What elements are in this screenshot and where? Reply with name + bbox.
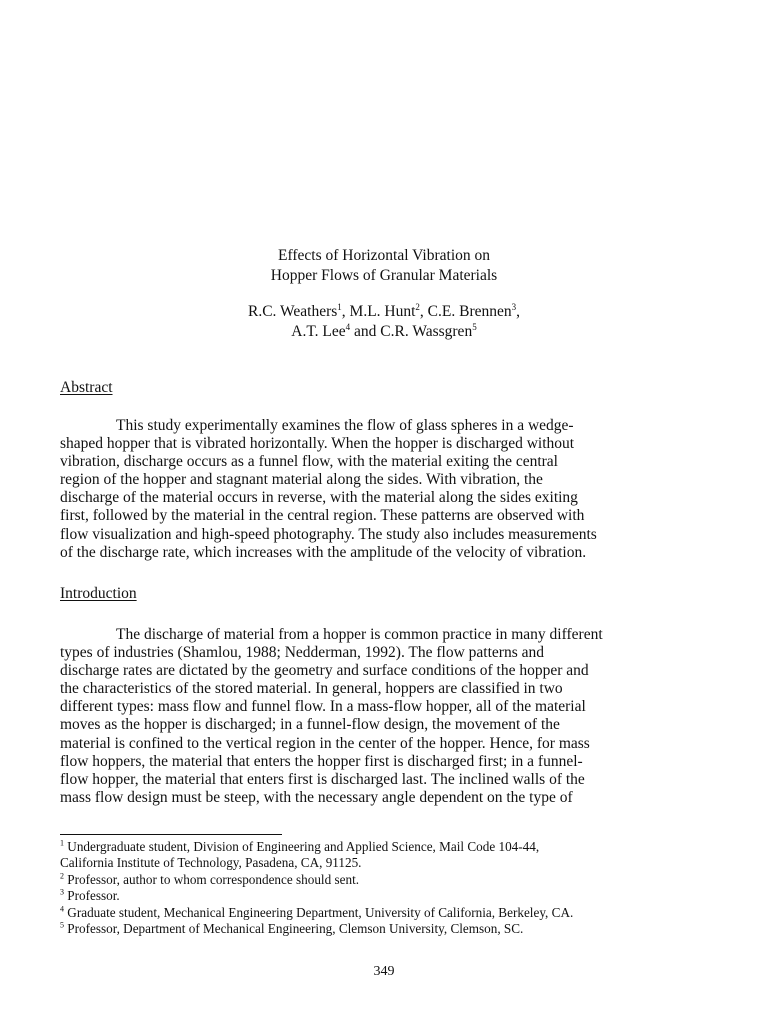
abstract-heading: Abstract	[60, 379, 113, 396]
text-line: of the discharge rate, which increases with the amplitude of the velocity of vibration.	[60, 543, 587, 561]
text-line: The discharge of material from a hopper is common practice in many different	[116, 626, 603, 643]
footnote-mark: 1	[60, 838, 64, 848]
author-footnote-mark: 3	[511, 301, 517, 312]
footnote	[60, 888, 720, 904]
footnote-mark: 3	[60, 887, 64, 897]
author-footnote-mark: 2	[415, 301, 420, 312]
author-name: A.T. Lee	[291, 323, 346, 340]
text-line: first, followed by the material in the central region. These patterns are observed with	[60, 507, 585, 525]
author-footnote-mark: 4	[345, 321, 351, 332]
text-line: mass flow design must be steep, with the necessary angle dependent on the type of	[60, 788, 573, 806]
authors-line-1: R.C. Weathers$^1$, M.L. Hunt$^2$, C.E. Brennen$^3$,	[247, 301, 520, 320]
text-line: different types: mass flow and funnel flow. In a mass-flow hopper, all of the material	[60, 698, 586, 716]
text-line: types of industries (Shamlou, 1988; Nedderman, 1992). The flow patterns and	[60, 644, 544, 662]
text-line: moves as the hopper is discharged; in a funnel-flow design, the movement of the	[60, 716, 560, 734]
footnote-mark: 4	[60, 904, 64, 914]
text-line: flow hopper, the material that enters first is discharged last. The inclined walls of the	[60, 770, 585, 788]
footnote-mark: 5	[60, 920, 64, 930]
footnote	[60, 905, 720, 921]
footnote	[60, 872, 720, 888]
author-name: C.R. Wassgren	[380, 323, 473, 340]
text-line: material is confined to the vertical region in the center of the hopper. Hence, for mass	[60, 734, 590, 752]
author-list	[0, 302, 768, 342]
text-line: flow hoppers, the material that enters the hopper first is discharged first; in a funnel-	[60, 752, 583, 770]
footnote-text: Graduate student, Mechanical Engineering Department, University of California, Berkeley, CA.	[67, 904, 574, 920]
author-name: R.C. Weathers	[247, 303, 338, 320]
title-line-1: Effects of Horizontal Vibration on	[278, 247, 490, 264]
abstract-paragraph	[60, 417, 700, 562]
footnote	[60, 921, 720, 937]
footnotes	[60, 839, 720, 937]
paper-title	[0, 246, 768, 286]
introduction-heading: Introduction	[60, 585, 137, 602]
title-line-2: Hopper Flows of Granular Materials	[270, 267, 498, 284]
footnote-text: Professor.	[67, 888, 120, 904]
author-footnote-mark: 1	[337, 301, 342, 312]
authors-line-2	[0, 322, 768, 342]
footnote	[60, 855, 720, 871]
text-line: flow visualization and high-speed photography. The study also includes measurements	[60, 525, 597, 543]
text-line: shaped hopper that is vibrated horizontally. When the hopper is discharged without	[60, 435, 575, 453]
footnote-divider	[60, 834, 282, 835]
author-footnote-mark: 5	[472, 321, 477, 332]
footnote	[60, 839, 720, 855]
page-number: 349	[373, 964, 395, 979]
introduction-paragraph	[60, 626, 700, 807]
footnote-text: Professor, author to whom correspondence should sent.	[67, 871, 360, 887]
footnote-text: Undergraduate student, Division of Engineering and Applied Science, Mail Code 104-44,	[67, 839, 540, 854]
footnote-mark: 2	[60, 871, 64, 881]
text-line: vibration, discharge occurs as a funnel flow, with the material exiting the central	[60, 453, 558, 471]
text-line: discharge rates are dictated by the geometry and surface conditions of the hopper and	[60, 662, 589, 680]
author-conjunction: and	[354, 323, 377, 340]
footnote-text: Professor, Department of Mechanical Engineering, Clemson University, Clemson, SC.	[67, 921, 524, 937]
text-line: This study experimentally examines the flow of glass spheres in a wedge-	[116, 417, 574, 434]
footnote-text: California Institute of Technology, Pasadena, CA, 91125.	[60, 855, 362, 871]
author-name: M.L. Hunt	[349, 303, 416, 320]
text-line: discharge of the material occurs in reverse, with the material along the sides exiting	[60, 489, 578, 507]
text-line: the characteristics of the stored material. In general, hoppers are classified in two	[60, 680, 563, 698]
text-line: region of the hopper and stagnant material along the sides. With vibration, the	[60, 471, 543, 489]
author-name: C.E. Brennen	[427, 303, 512, 320]
